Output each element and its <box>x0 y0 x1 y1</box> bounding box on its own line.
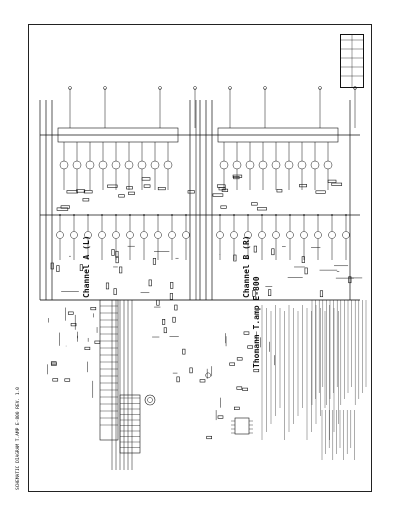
transistor-symbol <box>233 161 241 169</box>
resistor <box>207 436 212 439</box>
capacitor <box>305 268 308 274</box>
connector-strip <box>120 395 140 453</box>
resistor <box>200 380 205 383</box>
junction <box>129 214 131 216</box>
transistor-symbol <box>311 161 319 169</box>
transistor-symbol <box>324 161 332 169</box>
capacitor <box>164 328 167 333</box>
resistor <box>230 363 235 366</box>
junction <box>101 214 103 216</box>
transistor-symbol <box>217 232 224 239</box>
transistor-symbol <box>113 232 120 239</box>
capacitor <box>112 249 115 255</box>
resistor <box>85 347 90 350</box>
transistor-symbol <box>287 232 294 239</box>
capacitor <box>320 291 323 297</box>
transistor-symbol <box>259 232 266 239</box>
channel-b-label: Channel B (R) <box>242 235 251 298</box>
capacitor <box>170 282 173 288</box>
transistor-symbol <box>73 161 81 169</box>
capacitor <box>116 257 119 263</box>
resistor <box>316 191 325 194</box>
transistor-symbol <box>246 161 254 169</box>
resistor <box>332 183 342 186</box>
capacitor <box>183 349 186 354</box>
transistor-symbol <box>99 161 107 169</box>
transistor-symbol <box>151 161 159 169</box>
transistor-symbol <box>329 232 336 239</box>
resistor <box>128 192 134 195</box>
junction <box>115 214 117 216</box>
transistor-symbol <box>155 232 162 239</box>
capacitor <box>114 289 117 295</box>
transistor-symbol <box>57 232 64 239</box>
capacitor <box>106 283 109 289</box>
transistor-symbol <box>183 232 190 239</box>
transistor-symbol <box>315 232 322 239</box>
resistor <box>234 407 239 410</box>
junction <box>233 214 235 216</box>
transistor-symbol <box>298 161 306 169</box>
junction <box>87 214 89 216</box>
capacitor <box>170 293 173 299</box>
resistor <box>237 358 242 361</box>
junction <box>303 214 305 216</box>
resistor <box>243 388 248 391</box>
transistor-symbol <box>206 373 211 378</box>
capacitor <box>268 290 271 296</box>
transistor-symbol <box>272 161 280 169</box>
junction <box>171 214 173 216</box>
transistor-symbol <box>125 161 133 169</box>
junction <box>317 214 319 216</box>
channel-a-label: Channel A (L) <box>82 235 91 298</box>
capacitor <box>177 377 180 382</box>
transistor-symbol <box>71 232 78 239</box>
resistor <box>257 208 266 211</box>
toroid-coil-inner <box>148 398 153 403</box>
capacitor <box>272 249 275 255</box>
resistor <box>95 341 100 344</box>
capacitor <box>157 300 160 305</box>
transistor-symbol <box>99 232 106 239</box>
transistor-symbol <box>138 161 146 169</box>
resistor <box>188 191 194 194</box>
resistor <box>83 199 89 202</box>
resistor <box>91 307 96 310</box>
resistor <box>144 185 150 188</box>
resistor <box>222 189 228 192</box>
resistor <box>65 379 70 382</box>
capacitor <box>254 246 257 252</box>
transistor-symbol <box>231 232 238 239</box>
title-block <box>340 34 364 88</box>
resistor <box>254 369 259 372</box>
junction <box>157 214 159 216</box>
junction <box>73 214 75 216</box>
junction <box>185 214 187 216</box>
resistor <box>68 312 73 315</box>
capacitor <box>57 266 60 272</box>
transistor-symbol <box>285 161 293 169</box>
transistor-symbol <box>273 232 280 239</box>
capacitor <box>175 305 178 310</box>
transistor-symbol <box>86 161 94 169</box>
junction <box>275 214 277 216</box>
resistor <box>127 187 133 190</box>
resistor <box>218 416 223 419</box>
transistor-symbol <box>60 161 68 169</box>
junction <box>289 214 291 216</box>
junction <box>261 214 263 216</box>
junction <box>331 214 333 216</box>
resistor <box>84 191 92 194</box>
transistor-symbol <box>164 161 172 169</box>
resistor <box>213 194 223 197</box>
resistor <box>221 206 226 209</box>
resistor <box>67 191 78 194</box>
resistor <box>251 203 257 206</box>
junction <box>59 214 61 216</box>
footer-note: SCHEMATIC DIAGRAM T.AMP E-800 REV. 1.0 <box>16 387 21 490</box>
resistor <box>277 190 282 193</box>
transistor-symbol <box>259 161 267 169</box>
resistor <box>299 184 306 187</box>
resistor <box>244 332 249 335</box>
transistor-symbol <box>343 232 350 239</box>
junction <box>143 214 145 216</box>
resistor <box>158 187 165 190</box>
capacitor <box>149 280 152 286</box>
toroid-coil <box>145 395 155 405</box>
transistor-symbol <box>220 161 228 169</box>
transistor-symbol <box>141 232 148 239</box>
capacitor <box>162 319 165 324</box>
resistor <box>119 195 125 198</box>
transistor-symbol <box>169 232 176 239</box>
resistor <box>328 180 336 183</box>
transistor-symbol <box>112 161 120 169</box>
capacitor <box>153 258 156 264</box>
resistor <box>108 185 118 188</box>
capacitor <box>119 267 122 273</box>
resistor <box>53 379 58 382</box>
junction <box>345 214 347 216</box>
schematic-title: Thomann T.amp E-800 <box>252 276 261 368</box>
resistor <box>237 387 242 390</box>
transistor-symbol <box>127 232 134 239</box>
capacitor <box>190 368 193 373</box>
resistor <box>142 178 150 181</box>
junction <box>219 214 221 216</box>
junction <box>247 214 249 216</box>
transistor-symbol <box>301 232 308 239</box>
ribbon-connector <box>100 300 118 440</box>
capacitor <box>173 317 176 322</box>
ic-package <box>235 418 249 434</box>
